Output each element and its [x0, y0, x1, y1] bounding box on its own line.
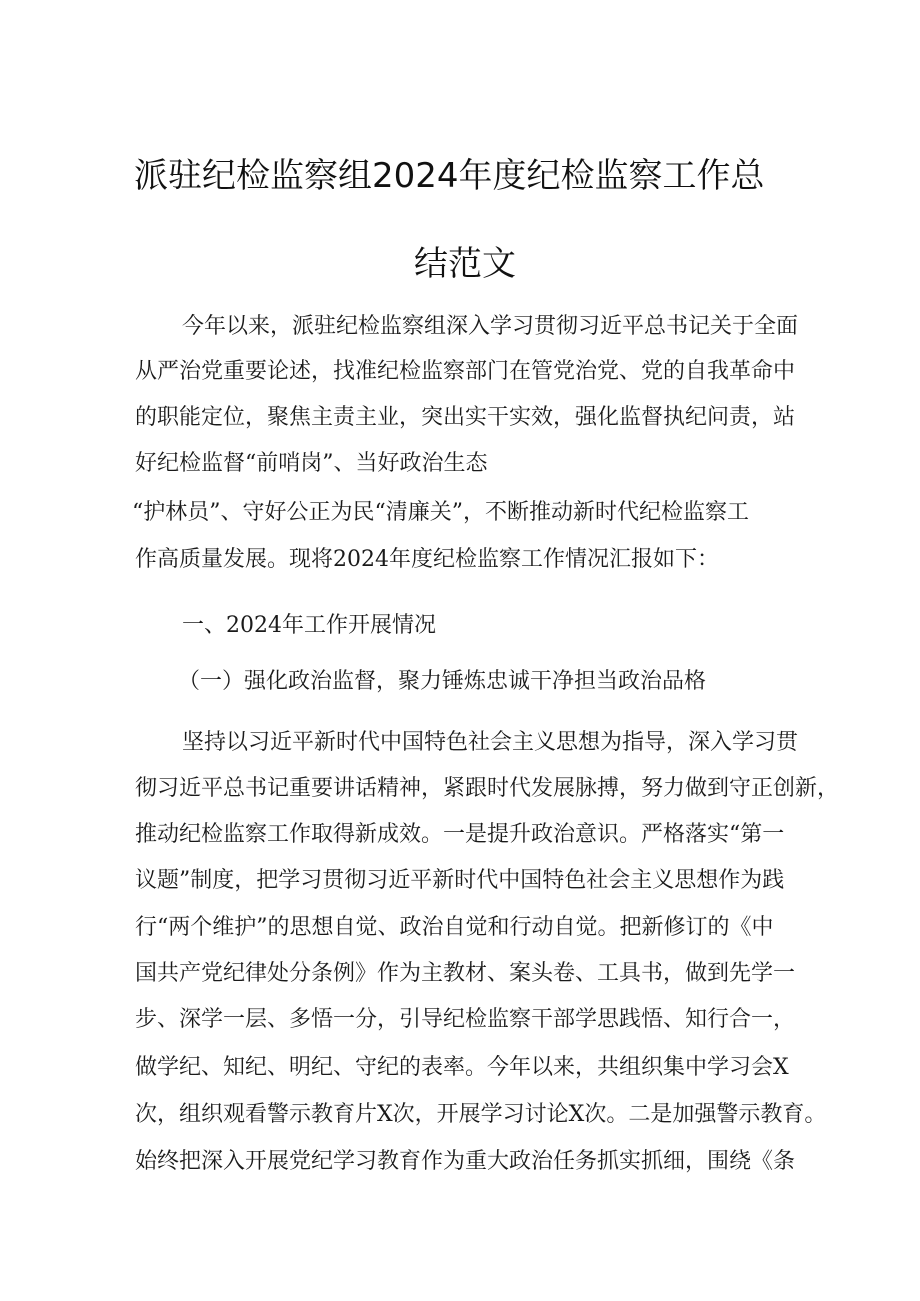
body-line-2: 彻习近平总书记重要讲话精神，紧跟时代发展脉搏，努力做到守正创新，	[135, 776, 840, 801]
body-line-10: 始终把深入开展党纪学习教育作为重大政治任务抓实抓细，围绕《条	[135, 1149, 796, 1174]
intro-line-3: 的职能定位，聚焦主责主业，突出实干实效，强化监督执纪问责，站	[135, 405, 796, 430]
intro-line-2: 从严治党重要论述，找准纪检监察部门在管党治党、党的自我革命中	[135, 359, 796, 384]
intro-line-5: “护林员”、守好公正为民“清廉关”，不断推动新时代纪检监察工	[132, 500, 749, 525]
intro-line-6: 作高质量发展。现将2024年度纪检监察工作情况汇报如下：	[135, 547, 719, 572]
body-line-1: 坚持以习近平新时代中国特色社会主义思想为指导，深入学习贯	[182, 730, 799, 755]
body-line-8: 做学纪、知纪、明纪、守纪的表率。今年以来，共组织集中学习会X	[135, 1055, 789, 1080]
subsection-heading-1: （一）强化政治监督，聚力锤炼忠诚干净担当政治品格	[178, 669, 707, 694]
intro-line-1: 今年以来，派驻纪检监察组深入学习贯彻习近平总书记关于全面	[182, 314, 799, 339]
section-heading-1: 一、2024年工作开展情况	[182, 613, 436, 638]
body-line-9: 次，组织观看警示教育片X次，开展学习讨论X次。二是加强警示教育。	[135, 1102, 827, 1127]
body-line-4: 议题”制度，把学习贯彻习近平新时代中国特色社会主义思想作为践	[135, 868, 785, 893]
body-line-6: 国共产党纪律处分条例》作为主教材、案头卷、工具书，做到先学一	[135, 961, 796, 986]
document-title-line-1: 派驻纪检监察组2024年度纪检监察工作总	[134, 156, 765, 196]
body-line-7: 步、深学一层、多悟一分，引导纪检监察干部学思践悟、知行合一，	[135, 1007, 796, 1032]
intro-line-4: 好纪检监督“前哨岗”、当好政治生态	[135, 451, 488, 476]
document-title-line-2: 结范文	[414, 244, 516, 284]
body-line-5: 行“两个维护”的思想自觉、政治自觉和行动自觉。把新修订的《中	[135, 915, 774, 940]
body-line-3: 推动纪检监察工作取得新成效。一是提升政治意识。严格落实“第一	[135, 822, 785, 847]
